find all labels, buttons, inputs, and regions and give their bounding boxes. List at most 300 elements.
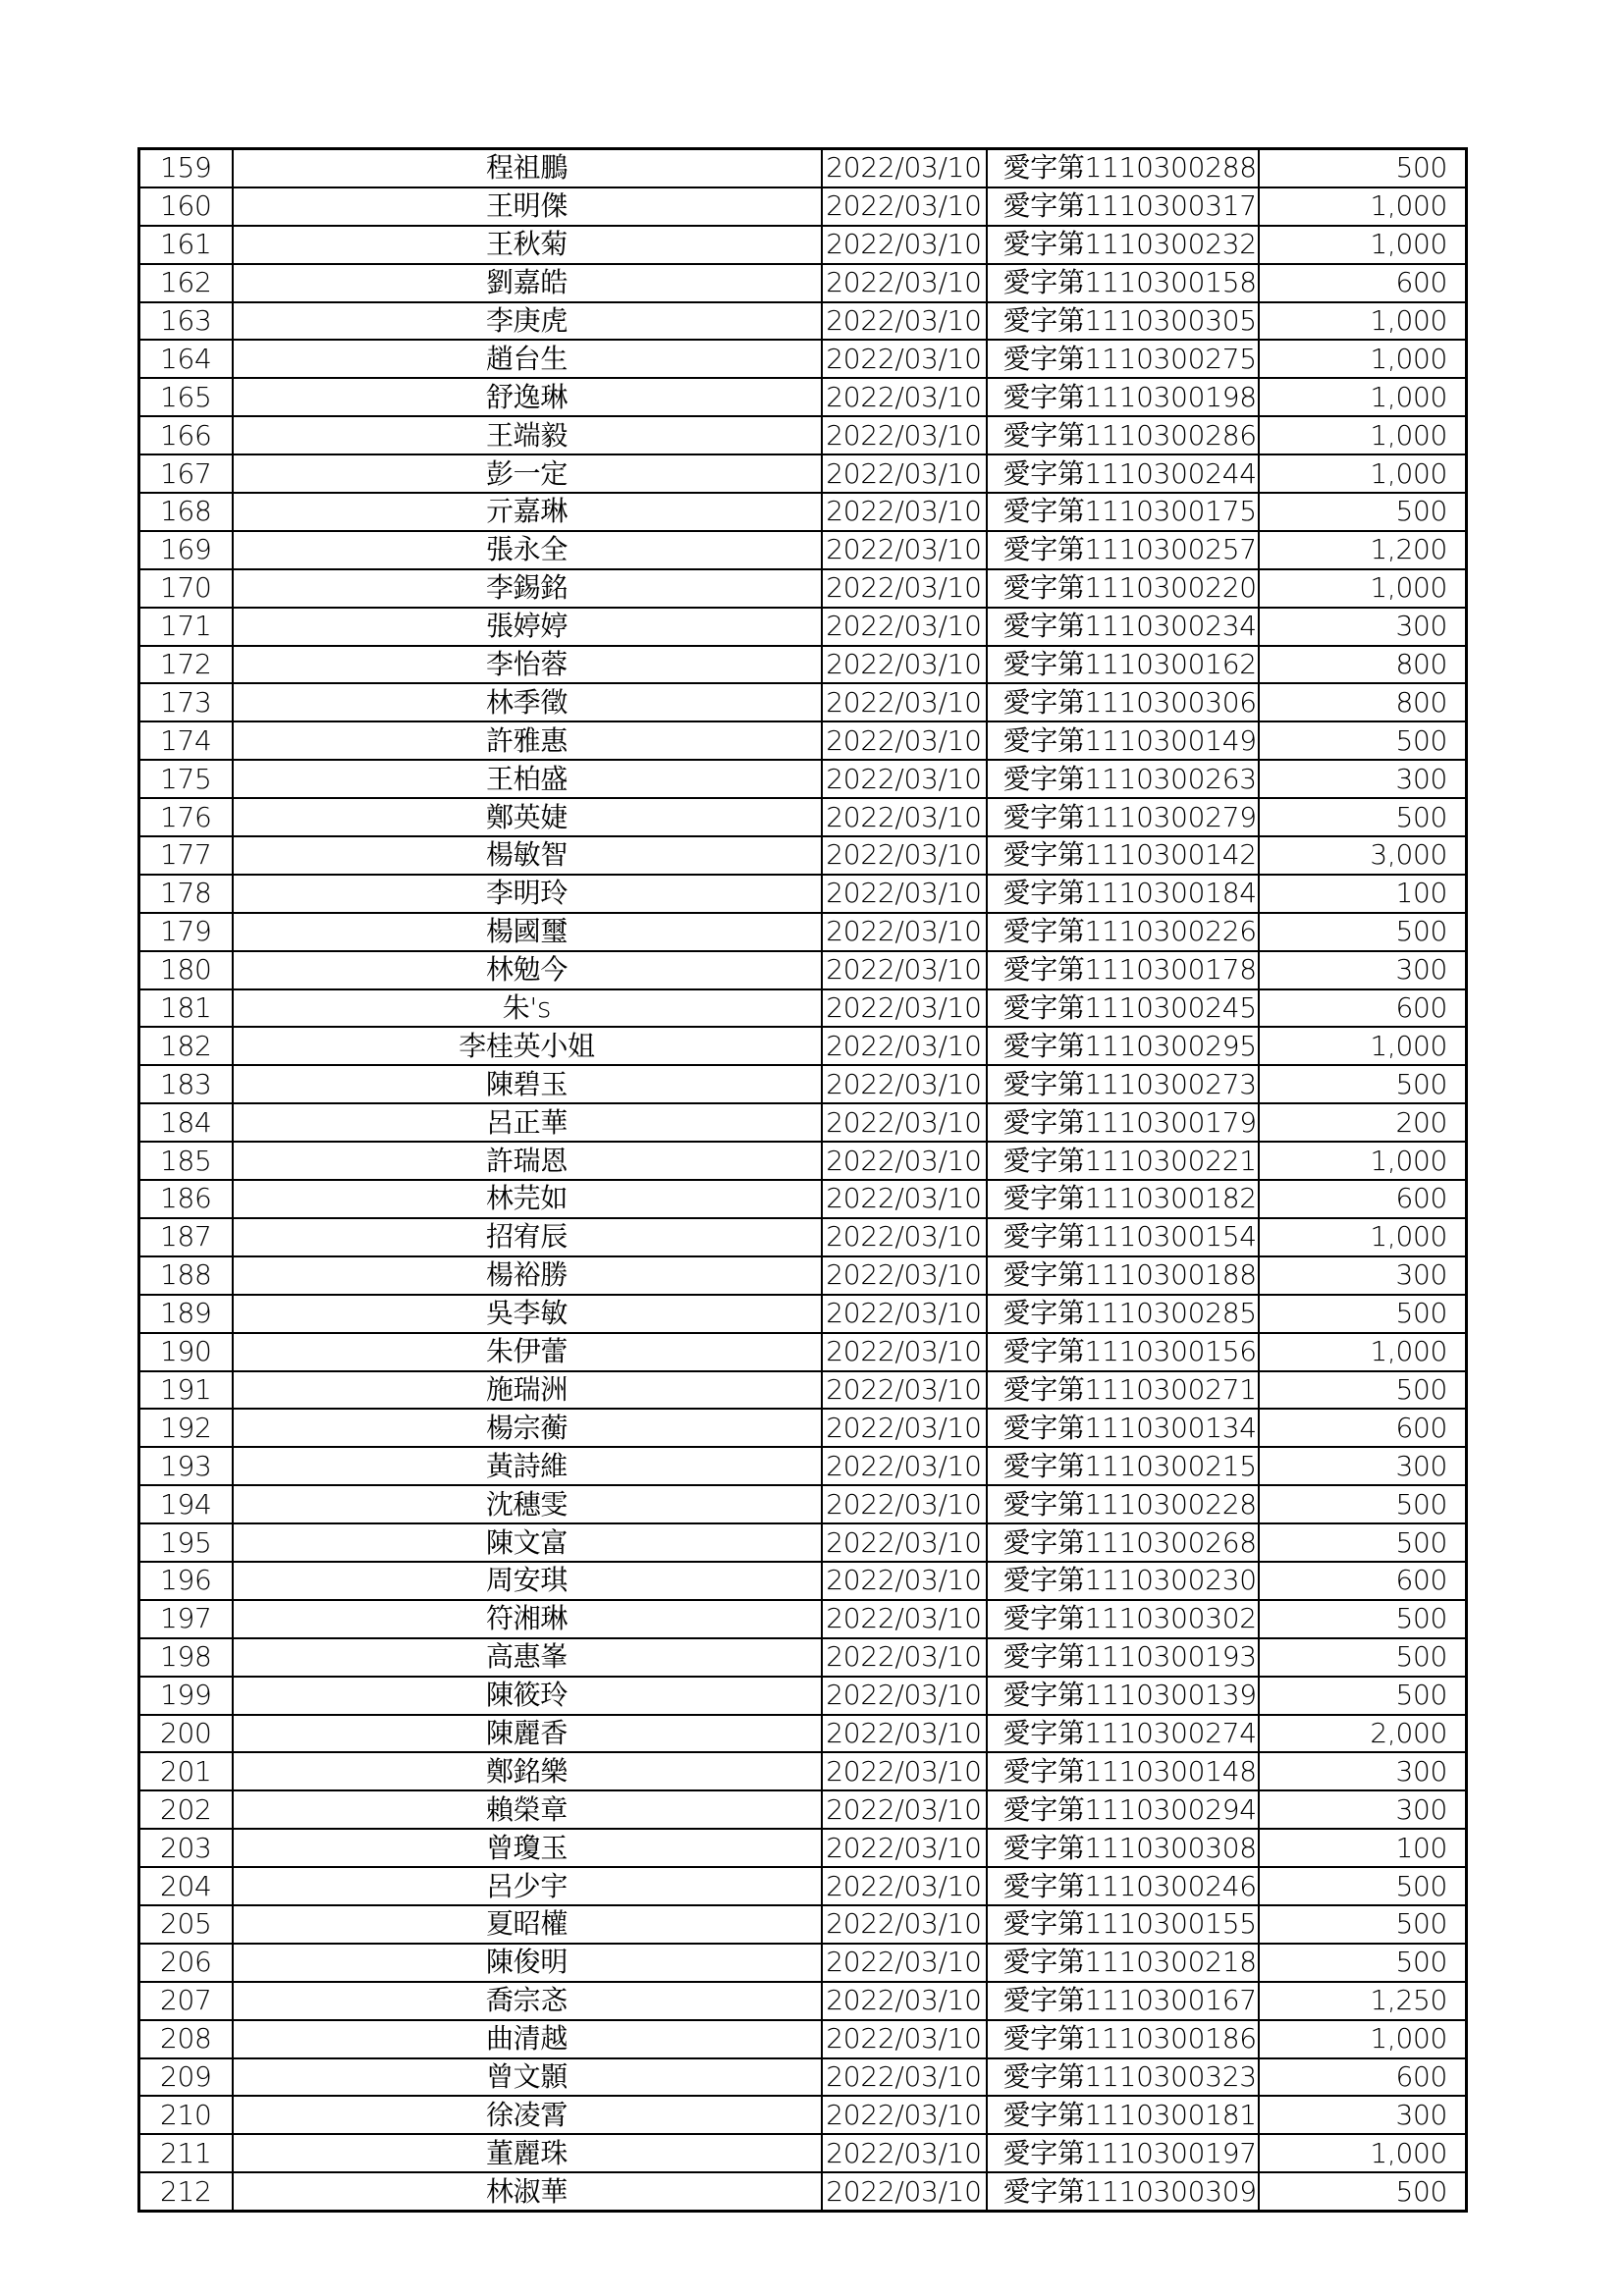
donation-amount-cell: 100	[1259, 875, 1467, 913]
donor-name-cell: 張婷婷	[233, 608, 822, 646]
donation-date-cell: 2022/03/10	[822, 1752, 987, 1790]
table-row	[139, 149, 1467, 187]
donation-amount-cell: 300	[1259, 1752, 1467, 1790]
receipt-number-cell: 愛字第1110300218	[987, 1944, 1259, 1982]
receipt-number-cell: 愛字第1110300162	[987, 646, 1259, 684]
donation-date-cell: 2022/03/10	[822, 378, 987, 416]
receipt-number-cell: 愛字第1110300257	[987, 531, 1259, 569]
receipt-number-cell: 愛字第1110300179	[987, 1103, 1259, 1142]
receipt-number-cell: 愛字第1110300294	[987, 1790, 1259, 1829]
donation-amount-cell: 300	[1259, 1790, 1467, 1829]
row-number-cell: 206	[139, 1944, 233, 1982]
donation-amount-cell: 500	[1259, 1905, 1467, 1944]
row-number-cell: 195	[139, 1523, 233, 1562]
donation-amount-cell: 300	[1259, 1447, 1467, 1485]
table-row	[139, 951, 1467, 989]
donation-amount-cell: 1,000	[1259, 378, 1467, 416]
row-number-cell: 204	[139, 1867, 233, 1905]
donation-date-cell: 2022/03/10	[822, 531, 987, 569]
receipt-number-cell: 愛字第1110300167	[987, 1982, 1259, 2020]
table-row	[139, 1371, 1467, 1410]
donation-date-cell: 2022/03/10	[822, 454, 987, 493]
donation-date-cell: 2022/03/10	[822, 1333, 987, 1371]
table-row	[139, 1905, 1467, 1944]
row-number-cell: 170	[139, 569, 233, 608]
donation-date-cell: 2022/03/10	[822, 913, 987, 951]
row-number-cell: 209	[139, 2058, 233, 2097]
receipt-number-cell: 愛字第1110300149	[987, 721, 1259, 760]
receipt-number-cell: 愛字第1110300234	[987, 608, 1259, 646]
donor-name-cell: 夏昭權	[233, 1905, 822, 1944]
donation-amount-cell: 500	[1259, 798, 1467, 836]
donor-name-cell: 呂正華	[233, 1103, 822, 1142]
donation-amount-cell: 1,000	[1259, 1142, 1467, 1180]
donor-name-cell: 陳碧玉	[233, 1065, 822, 1103]
donation-date-cell: 2022/03/10	[822, 416, 987, 454]
donor-name-cell: 鄭銘樂	[233, 1752, 822, 1790]
donor-name-cell: 董麗珠	[233, 2134, 822, 2172]
table-row	[139, 1180, 1467, 1218]
table-row	[139, 1065, 1467, 1103]
donor-name-cell: 賴榮章	[233, 1790, 822, 1829]
table-row	[139, 683, 1467, 721]
donor-name-cell: 李明玲	[233, 875, 822, 913]
receipt-number-cell: 愛字第1110300317	[987, 187, 1259, 226]
table-row	[139, 493, 1467, 531]
receipt-number-cell: 愛字第1110300263	[987, 760, 1259, 798]
donor-name-cell: 鄭英婕	[233, 798, 822, 836]
receipt-number-cell: 愛字第1110300155	[987, 1905, 1259, 1944]
donation-date-cell: 2022/03/10	[822, 875, 987, 913]
donor-name-cell: 李桂英小姐	[233, 1027, 822, 1065]
table-row	[139, 1523, 1467, 1562]
receipt-number-cell: 愛字第1110300285	[987, 1295, 1259, 1333]
donor-name-cell: 黃詩維	[233, 1447, 822, 1485]
donor-name-cell: 招宥辰	[233, 1218, 822, 1256]
receipt-number-cell: 愛字第1110300142	[987, 836, 1259, 875]
row-number-cell: 160	[139, 187, 233, 226]
donor-name-cell: 李庚虎	[233, 302, 822, 341]
table-row	[139, 1295, 1467, 1333]
row-number-cell: 161	[139, 226, 233, 264]
donation-amount-cell: 100	[1259, 1829, 1467, 1867]
row-number-cell: 172	[139, 646, 233, 684]
receipt-number-cell: 愛字第1110300308	[987, 1829, 1259, 1867]
donation-date-cell: 2022/03/10	[822, 646, 987, 684]
table-row	[139, 875, 1467, 913]
donor-name-cell: 高惠峯	[233, 1638, 822, 1677]
row-number-cell: 193	[139, 1447, 233, 1485]
donation-amount-cell: 500	[1259, 1485, 1467, 1523]
donation-date-cell: 2022/03/10	[822, 1982, 987, 2020]
donation-amount-cell: 600	[1259, 1180, 1467, 1218]
donor-name-cell: 陳文富	[233, 1523, 822, 1562]
donor-name-cell: 陳筱玲	[233, 1677, 822, 1715]
receipt-number-cell: 愛字第1110300288	[987, 149, 1259, 187]
donor-name-cell: 王柏盛	[233, 760, 822, 798]
receipt-number-cell: 愛字第1110300154	[987, 1218, 1259, 1256]
donor-name-cell: 朱伊蕾	[233, 1333, 822, 1371]
row-number-cell: 191	[139, 1371, 233, 1410]
donation-date-cell: 2022/03/10	[822, 1867, 987, 1905]
row-number-cell: 159	[139, 149, 233, 187]
receipt-number-cell: 愛字第1110300274	[987, 1715, 1259, 1753]
row-number-cell: 211	[139, 2134, 233, 2172]
row-number-cell: 180	[139, 951, 233, 989]
donation-date-cell: 2022/03/10	[822, 493, 987, 531]
donation-amount-cell: 500	[1259, 1523, 1467, 1562]
row-number-cell: 178	[139, 875, 233, 913]
table-row	[139, 760, 1467, 798]
table-row	[139, 1752, 1467, 1790]
receipt-number-cell: 愛字第1110300198	[987, 378, 1259, 416]
donation-amount-cell: 500	[1259, 493, 1467, 531]
donation-date-cell: 2022/03/10	[822, 1218, 987, 1256]
donation-amount-cell: 500	[1259, 1600, 1467, 1638]
donor-name-cell: 符湘琳	[233, 1600, 822, 1638]
table-row	[139, 1027, 1467, 1065]
row-number-cell: 186	[139, 1180, 233, 1218]
donation-amount-cell: 500	[1259, 721, 1467, 760]
row-number-cell: 181	[139, 989, 233, 1028]
donor-name-cell: 亓嘉琳	[233, 493, 822, 531]
donation-amount-cell: 500	[1259, 2172, 1467, 2211]
row-number-cell: 194	[139, 1485, 233, 1523]
row-number-cell: 205	[139, 1905, 233, 1944]
table-row	[139, 378, 1467, 416]
table-row	[139, 1447, 1467, 1485]
receipt-number-cell: 愛字第1110300148	[987, 1752, 1259, 1790]
table-row	[139, 1829, 1467, 1867]
receipt-number-cell: 愛字第1110300246	[987, 1867, 1259, 1905]
donation-date-cell: 2022/03/10	[822, 1905, 987, 1944]
donation-amount-cell: 500	[1259, 149, 1467, 187]
row-number-cell: 201	[139, 1752, 233, 1790]
donation-date-cell: 2022/03/10	[822, 951, 987, 989]
row-number-cell: 203	[139, 1829, 233, 1867]
donation-amount-cell: 300	[1259, 760, 1467, 798]
receipt-number-cell: 愛字第1110300245	[987, 989, 1259, 1028]
table-row	[139, 721, 1467, 760]
row-number-cell: 185	[139, 1142, 233, 1180]
donor-name-cell: 劉嘉皓	[233, 264, 822, 302]
donation-date-cell: 2022/03/10	[822, 1600, 987, 1638]
donor-name-cell: 曾文顥	[233, 2058, 822, 2097]
donation-date-cell: 2022/03/10	[822, 187, 987, 226]
row-number-cell: 163	[139, 302, 233, 341]
row-number-cell: 176	[139, 798, 233, 836]
table-row	[139, 1790, 1467, 1829]
table-row	[139, 416, 1467, 454]
table-row	[139, 1677, 1467, 1715]
receipt-number-cell: 愛字第1110300230	[987, 1562, 1259, 1600]
donation-amount-cell: 1,200	[1259, 531, 1467, 569]
table-row	[139, 340, 1467, 378]
donation-amount-cell: 500	[1259, 1065, 1467, 1103]
donation-amount-cell: 600	[1259, 1562, 1467, 1600]
donor-name-cell: 王明傑	[233, 187, 822, 226]
receipt-number-cell: 愛字第1110300184	[987, 875, 1259, 913]
donor-name-cell: 呂少宇	[233, 1867, 822, 1905]
receipt-number-cell: 愛字第1110300186	[987, 2020, 1259, 2058]
donor-name-cell: 程祖鵬	[233, 149, 822, 187]
donation-date-cell: 2022/03/10	[822, 989, 987, 1028]
table-row	[139, 1715, 1467, 1753]
donor-name-cell: 舒逸琳	[233, 378, 822, 416]
receipt-number-cell: 愛字第1110300271	[987, 1371, 1259, 1410]
donation-date-cell: 2022/03/10	[822, 2134, 987, 2172]
table-row	[139, 1218, 1467, 1256]
table-row	[139, 569, 1467, 608]
donor-name-cell: 朱's	[233, 989, 822, 1028]
receipt-number-cell: 愛字第1110300197	[987, 2134, 1259, 2172]
donation-date-cell: 2022/03/10	[822, 1142, 987, 1180]
donation-amount-cell: 1,000	[1259, 2020, 1467, 2058]
donor-name-cell: 王端毅	[233, 416, 822, 454]
receipt-number-cell: 愛字第1110300279	[987, 798, 1259, 836]
donation-date-cell: 2022/03/10	[822, 1065, 987, 1103]
row-number-cell: 190	[139, 1333, 233, 1371]
receipt-number-cell: 愛字第1110300268	[987, 1523, 1259, 1562]
receipt-number-cell: 愛字第1110300309	[987, 2172, 1259, 2211]
receipt-number-cell: 愛字第1110300139	[987, 1677, 1259, 1715]
donor-name-cell: 林季徵	[233, 683, 822, 721]
donation-date-cell: 2022/03/10	[822, 683, 987, 721]
donation-amount-cell: 3,000	[1259, 836, 1467, 875]
donation-date-cell: 2022/03/10	[822, 302, 987, 341]
donor-name-cell: 林淑華	[233, 2172, 822, 2211]
donor-name-cell: 陳俊明	[233, 1944, 822, 1982]
donor-name-cell: 李錫銘	[233, 569, 822, 608]
table-row	[139, 226, 1467, 264]
donation-date-cell: 2022/03/10	[822, 1447, 987, 1485]
row-number-cell: 197	[139, 1600, 233, 1638]
table-row	[139, 2172, 1467, 2211]
donation-amount-cell: 1,000	[1259, 302, 1467, 341]
donor-name-cell: 楊敏智	[233, 836, 822, 875]
row-number-cell: 208	[139, 2020, 233, 2058]
row-number-cell: 179	[139, 913, 233, 951]
donor-name-cell: 徐凌霄	[233, 2096, 822, 2134]
donation-date-cell: 2022/03/10	[822, 149, 987, 187]
donation-amount-cell: 300	[1259, 608, 1467, 646]
row-number-cell: 169	[139, 531, 233, 569]
table-row	[139, 1600, 1467, 1638]
receipt-number-cell: 愛字第1110300226	[987, 913, 1259, 951]
row-number-cell: 182	[139, 1027, 233, 1065]
row-number-cell: 167	[139, 454, 233, 493]
table-row	[139, 1867, 1467, 1905]
donor-name-cell: 楊國璽	[233, 913, 822, 951]
table-row	[139, 913, 1467, 951]
donation-date-cell: 2022/03/10	[822, 264, 987, 302]
table-row	[139, 2134, 1467, 2172]
table-row	[139, 1562, 1467, 1600]
donation-amount-cell: 500	[1259, 1371, 1467, 1410]
receipt-number-cell: 愛字第1110300232	[987, 226, 1259, 264]
receipt-number-cell: 愛字第1110300193	[987, 1638, 1259, 1677]
donor-name-cell: 施瑞洲	[233, 1371, 822, 1410]
donor-name-cell: 林勉今	[233, 951, 822, 989]
row-number-cell: 212	[139, 2172, 233, 2211]
table-row	[139, 2096, 1467, 2134]
donor-name-cell: 陳麗香	[233, 1715, 822, 1753]
row-number-cell: 174	[139, 721, 233, 760]
donation-date-cell: 2022/03/10	[822, 1638, 987, 1677]
donor-name-cell: 許瑞恩	[233, 1142, 822, 1180]
donation-date-cell: 2022/03/10	[822, 721, 987, 760]
donation-amount-cell: 300	[1259, 1256, 1467, 1295]
row-number-cell: 189	[139, 1295, 233, 1333]
table-row	[139, 1982, 1467, 2020]
table-row	[139, 2020, 1467, 2058]
donation-date-cell: 2022/03/10	[822, 2172, 987, 2211]
donation-date-cell: 2022/03/10	[822, 1790, 987, 1829]
donor-name-cell: 許雅惠	[233, 721, 822, 760]
donation-amount-cell: 600	[1259, 264, 1467, 302]
table-row	[139, 302, 1467, 341]
donation-amount-cell: 1,000	[1259, 1027, 1467, 1065]
donation-amount-cell: 1,000	[1259, 187, 1467, 226]
receipt-number-cell: 愛字第1110300158	[987, 264, 1259, 302]
table-row	[139, 454, 1467, 493]
row-number-cell: 202	[139, 1790, 233, 1829]
donation-date-cell: 2022/03/10	[822, 1715, 987, 1753]
donation-date-cell: 2022/03/10	[822, 1829, 987, 1867]
receipt-number-cell: 愛字第1110300323	[987, 2058, 1259, 2097]
table-row	[139, 264, 1467, 302]
donation-amount-cell: 1,250	[1259, 1982, 1467, 2020]
table-row	[139, 836, 1467, 875]
row-number-cell: 198	[139, 1638, 233, 1677]
donor-name-cell: 吳李敏	[233, 1295, 822, 1333]
receipt-number-cell: 愛字第1110300175	[987, 493, 1259, 531]
donor-name-cell: 周安琪	[233, 1562, 822, 1600]
donation-amount-cell: 500	[1259, 1867, 1467, 1905]
donation-amount-cell: 500	[1259, 1295, 1467, 1333]
donation-date-cell: 2022/03/10	[822, 1180, 987, 1218]
receipt-number-cell: 愛字第1110300302	[987, 1600, 1259, 1638]
receipt-number-cell: 愛字第1110300244	[987, 454, 1259, 493]
table-row	[139, 1638, 1467, 1677]
donation-date-cell: 2022/03/10	[822, 760, 987, 798]
donation-amount-cell: 600	[1259, 989, 1467, 1028]
row-number-cell: 187	[139, 1218, 233, 1256]
donation-amount-cell: 1,000	[1259, 340, 1467, 378]
row-number-cell: 177	[139, 836, 233, 875]
table-row	[139, 1485, 1467, 1523]
donation-amount-cell: 500	[1259, 1677, 1467, 1715]
donor-name-cell: 張永全	[233, 531, 822, 569]
row-number-cell: 183	[139, 1065, 233, 1103]
donation-date-cell: 2022/03/10	[822, 226, 987, 264]
donation-date-cell: 2022/03/10	[822, 1523, 987, 1562]
receipt-number-cell: 愛字第1110300178	[987, 951, 1259, 989]
donation-date-cell: 2022/03/10	[822, 798, 987, 836]
table-row	[139, 1333, 1467, 1371]
donation-date-cell: 2022/03/10	[822, 1485, 987, 1523]
row-number-cell: 210	[139, 2096, 233, 2134]
donor-name-cell: 喬宗忞	[233, 1982, 822, 2020]
donation-amount-cell: 800	[1259, 646, 1467, 684]
donation-amount-cell: 2,000	[1259, 1715, 1467, 1753]
donation-amount-cell: 200	[1259, 1103, 1467, 1142]
receipt-number-cell: 愛字第1110300275	[987, 340, 1259, 378]
donation-amount-cell: 1,000	[1259, 569, 1467, 608]
donation-amount-cell: 800	[1259, 683, 1467, 721]
donation-date-cell: 2022/03/10	[822, 1944, 987, 1982]
row-number-cell: 199	[139, 1677, 233, 1715]
row-number-cell: 162	[139, 264, 233, 302]
receipt-number-cell: 愛字第1110300215	[987, 1447, 1259, 1485]
donor-name-cell: 楊宗蘅	[233, 1409, 822, 1447]
donor-name-cell: 趙台生	[233, 340, 822, 378]
receipt-number-cell: 愛字第1110300273	[987, 1065, 1259, 1103]
donation-date-cell: 2022/03/10	[822, 1027, 987, 1065]
donation-date-cell: 2022/03/10	[822, 1409, 987, 1447]
table-row	[139, 1944, 1467, 1982]
row-number-cell: 192	[139, 1409, 233, 1447]
donation-date-cell: 2022/03/10	[822, 340, 987, 378]
donor-name-cell: 彭一定	[233, 454, 822, 493]
table-row	[139, 1142, 1467, 1180]
donation-amount-cell: 600	[1259, 1409, 1467, 1447]
donor-name-cell: 李怡蓉	[233, 646, 822, 684]
donation-date-cell: 2022/03/10	[822, 1103, 987, 1142]
donation-date-cell: 2022/03/10	[822, 2020, 987, 2058]
row-number-cell: 166	[139, 416, 233, 454]
row-number-cell: 207	[139, 1982, 233, 2020]
donation-date-cell: 2022/03/10	[822, 1677, 987, 1715]
donor-name-cell: 王秋菊	[233, 226, 822, 264]
receipt-number-cell: 愛字第1110300228	[987, 1485, 1259, 1523]
donation-date-cell: 2022/03/10	[822, 2096, 987, 2134]
table-row	[139, 989, 1467, 1028]
row-number-cell: 184	[139, 1103, 233, 1142]
row-number-cell: 196	[139, 1562, 233, 1600]
donor-name-cell: 曾瓊玉	[233, 1829, 822, 1867]
receipt-number-cell: 愛字第1110300181	[987, 2096, 1259, 2134]
receipt-number-cell: 愛字第1110300306	[987, 683, 1259, 721]
donation-table	[137, 147, 1468, 2213]
donation-date-cell: 2022/03/10	[822, 2058, 987, 2097]
donor-name-cell: 楊裕勝	[233, 1256, 822, 1295]
row-number-cell: 171	[139, 608, 233, 646]
donor-name-cell: 沈穗雯	[233, 1485, 822, 1523]
donation-amount-cell: 300	[1259, 951, 1467, 989]
donation-amount-cell: 600	[1259, 2058, 1467, 2097]
row-number-cell: 173	[139, 683, 233, 721]
table-row	[139, 1103, 1467, 1142]
table-row	[139, 2058, 1467, 2097]
row-number-cell: 168	[139, 493, 233, 531]
donation-date-cell: 2022/03/10	[822, 608, 987, 646]
row-number-cell: 164	[139, 340, 233, 378]
donation-amount-cell: 1,000	[1259, 226, 1467, 264]
table-row	[139, 608, 1467, 646]
donation-amount-cell: 1,000	[1259, 1333, 1467, 1371]
donation-date-cell: 2022/03/10	[822, 1295, 987, 1333]
receipt-number-cell: 愛字第1110300305	[987, 302, 1259, 341]
row-number-cell: 188	[139, 1256, 233, 1295]
donation-date-cell: 2022/03/10	[822, 1562, 987, 1600]
table-row	[139, 1256, 1467, 1295]
donation-table-body	[139, 149, 1467, 2212]
donation-amount-cell: 300	[1259, 2096, 1467, 2134]
receipt-number-cell: 愛字第1110300182	[987, 1180, 1259, 1218]
receipt-number-cell: 愛字第1110300156	[987, 1333, 1259, 1371]
donor-name-cell: 曲清越	[233, 2020, 822, 2058]
